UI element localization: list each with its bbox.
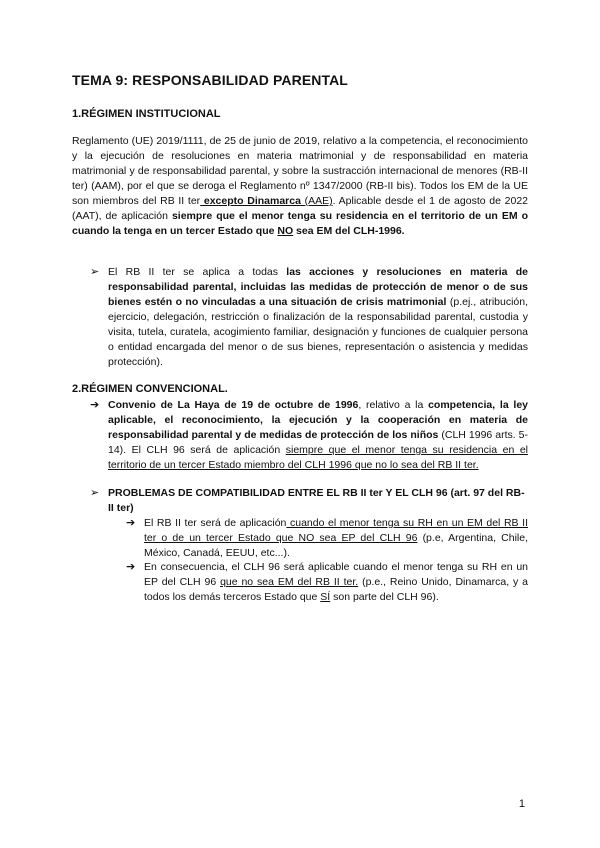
sub1-text-a: El RB II ter será de aplicación bbox=[144, 517, 287, 529]
p1-text-c: (AAE) bbox=[300, 195, 333, 207]
p1-text-d: . Aplicable desde el 1 de agosto de 2022 (AAT), de aplicación bbox=[72, 195, 528, 222]
item-text-e: siempre que el menor tenga su residencia en el territorio de un tercer Estado miembro del CLH 1996 que no lo sea del RB II ter. bbox=[108, 444, 528, 471]
arrowhead-bullet-icon: ➢ bbox=[90, 266, 100, 278]
section1-bullet bbox=[108, 265, 528, 370]
p1-text-a: Reglamento (UE) 2019/1111, de 25 de junio de 2019, relativo a la competencia, el reconocimiento y la ejecución de resoluciones en materia matrimonial y de responsabilidad en materia matrimonial y de responsabilidad parental, y sobre la sustracción internacional de menores (RB-II ter) (AAM), por el que se deroga el Reglamento nº 1347/2000 (RB-II bis). Todos los EM de la UE son miembros del RB II ter bbox=[72, 135, 528, 207]
item-text-b: , relativo a la bbox=[358, 399, 429, 411]
section1-heading: 1.RÉGIMEN INSTITUCIONAL bbox=[72, 108, 221, 120]
sub1-text-b: cuando el menor tenga su RH en un EM del RB II ter o de un tercer Estado que NO sea EP del CLH 96 bbox=[144, 517, 528, 544]
sub2-text-e: son parte del CLH 96). bbox=[330, 591, 439, 603]
arrowhead-bullet-icon: ➢ bbox=[90, 487, 100, 499]
sub-item-2 bbox=[144, 560, 528, 605]
problems-heading: PROBLEMAS DE COMPATIBILIDAD ENTRE EL RB II ter Y EL CLH 96 (art. 97 del RB-II ter) bbox=[108, 487, 525, 514]
item-text-c: competencia, la ley aplicable, el reconocimiento, la ejecución y la cooperación en materia de responsabilidad parental y de medidas de protección de los niños bbox=[108, 399, 529, 441]
page-title: TEMA 9: RESPONSABILIDAD PARENTAL bbox=[72, 72, 348, 88]
sub2-text-c: (p.e., Reino Unido, Dinamarca, y a todos los demás terceros Estado que bbox=[144, 576, 528, 603]
bullet-text-a: El RB II ter se aplica a todas bbox=[108, 266, 287, 278]
section2-item bbox=[108, 398, 528, 473]
sub1-text-c: (p.e, Argentina, Chile, México, Canadá, EEUU, etc...). bbox=[144, 532, 528, 559]
item-text-d: (CLH 1996 arts. 5-14). El CLH 96 será de aplicación bbox=[108, 429, 528, 456]
p1-text-b: excepto Dinamarca bbox=[200, 195, 301, 207]
sub-item-1 bbox=[144, 516, 528, 561]
item-text-a: Convenio de La Haya de 19 de octubre de 1996 bbox=[108, 399, 359, 411]
p1-text-g: sea EM del CLH-1996. bbox=[293, 225, 405, 237]
right-arrow-icon: ➔ bbox=[126, 517, 136, 529]
sub2-text-b: que no sea EM del RB II ter. bbox=[220, 576, 359, 588]
p1-text-e: siempre que el menor tenga su residencia en el territorio de un EM o cuando la tenga en un tercer Estado que bbox=[72, 210, 529, 237]
page-number: 1 bbox=[518, 798, 525, 810]
right-arrow-icon: ➔ bbox=[90, 399, 100, 411]
section1-paragraph bbox=[72, 134, 528, 239]
sub2-text-a: En consecuencia, el CLH 96 será aplicable cuando el menor tenga su RH en un EP del CLH 96 bbox=[144, 561, 528, 588]
bullet-text-c: (p.ej., atribución, ejercicio, delegación, restricción o finalización de la responsabilidad parental, custodia y visita, tutela, curatela, acogimiento familiar, designación y funciones de cualquier persona o entidad encargada del menor o de sus bienes, representación o asistencia y medidas protección). bbox=[108, 296, 529, 368]
bullet-text-b: las acciones y resoluciones en materia de responsabilidad parental, incluidas las medidas de protección de menor o de sus bienes estén o no vinculadas a una situación de crisis matrimonial bbox=[108, 266, 528, 308]
right-arrow-icon: ➔ bbox=[126, 561, 136, 573]
p1-text-f: NO bbox=[277, 225, 294, 237]
section2-heading: 2.RÉGIMEN CONVENCIONAL. bbox=[72, 383, 228, 395]
sub2-text-d: SÍ bbox=[320, 591, 331, 603]
